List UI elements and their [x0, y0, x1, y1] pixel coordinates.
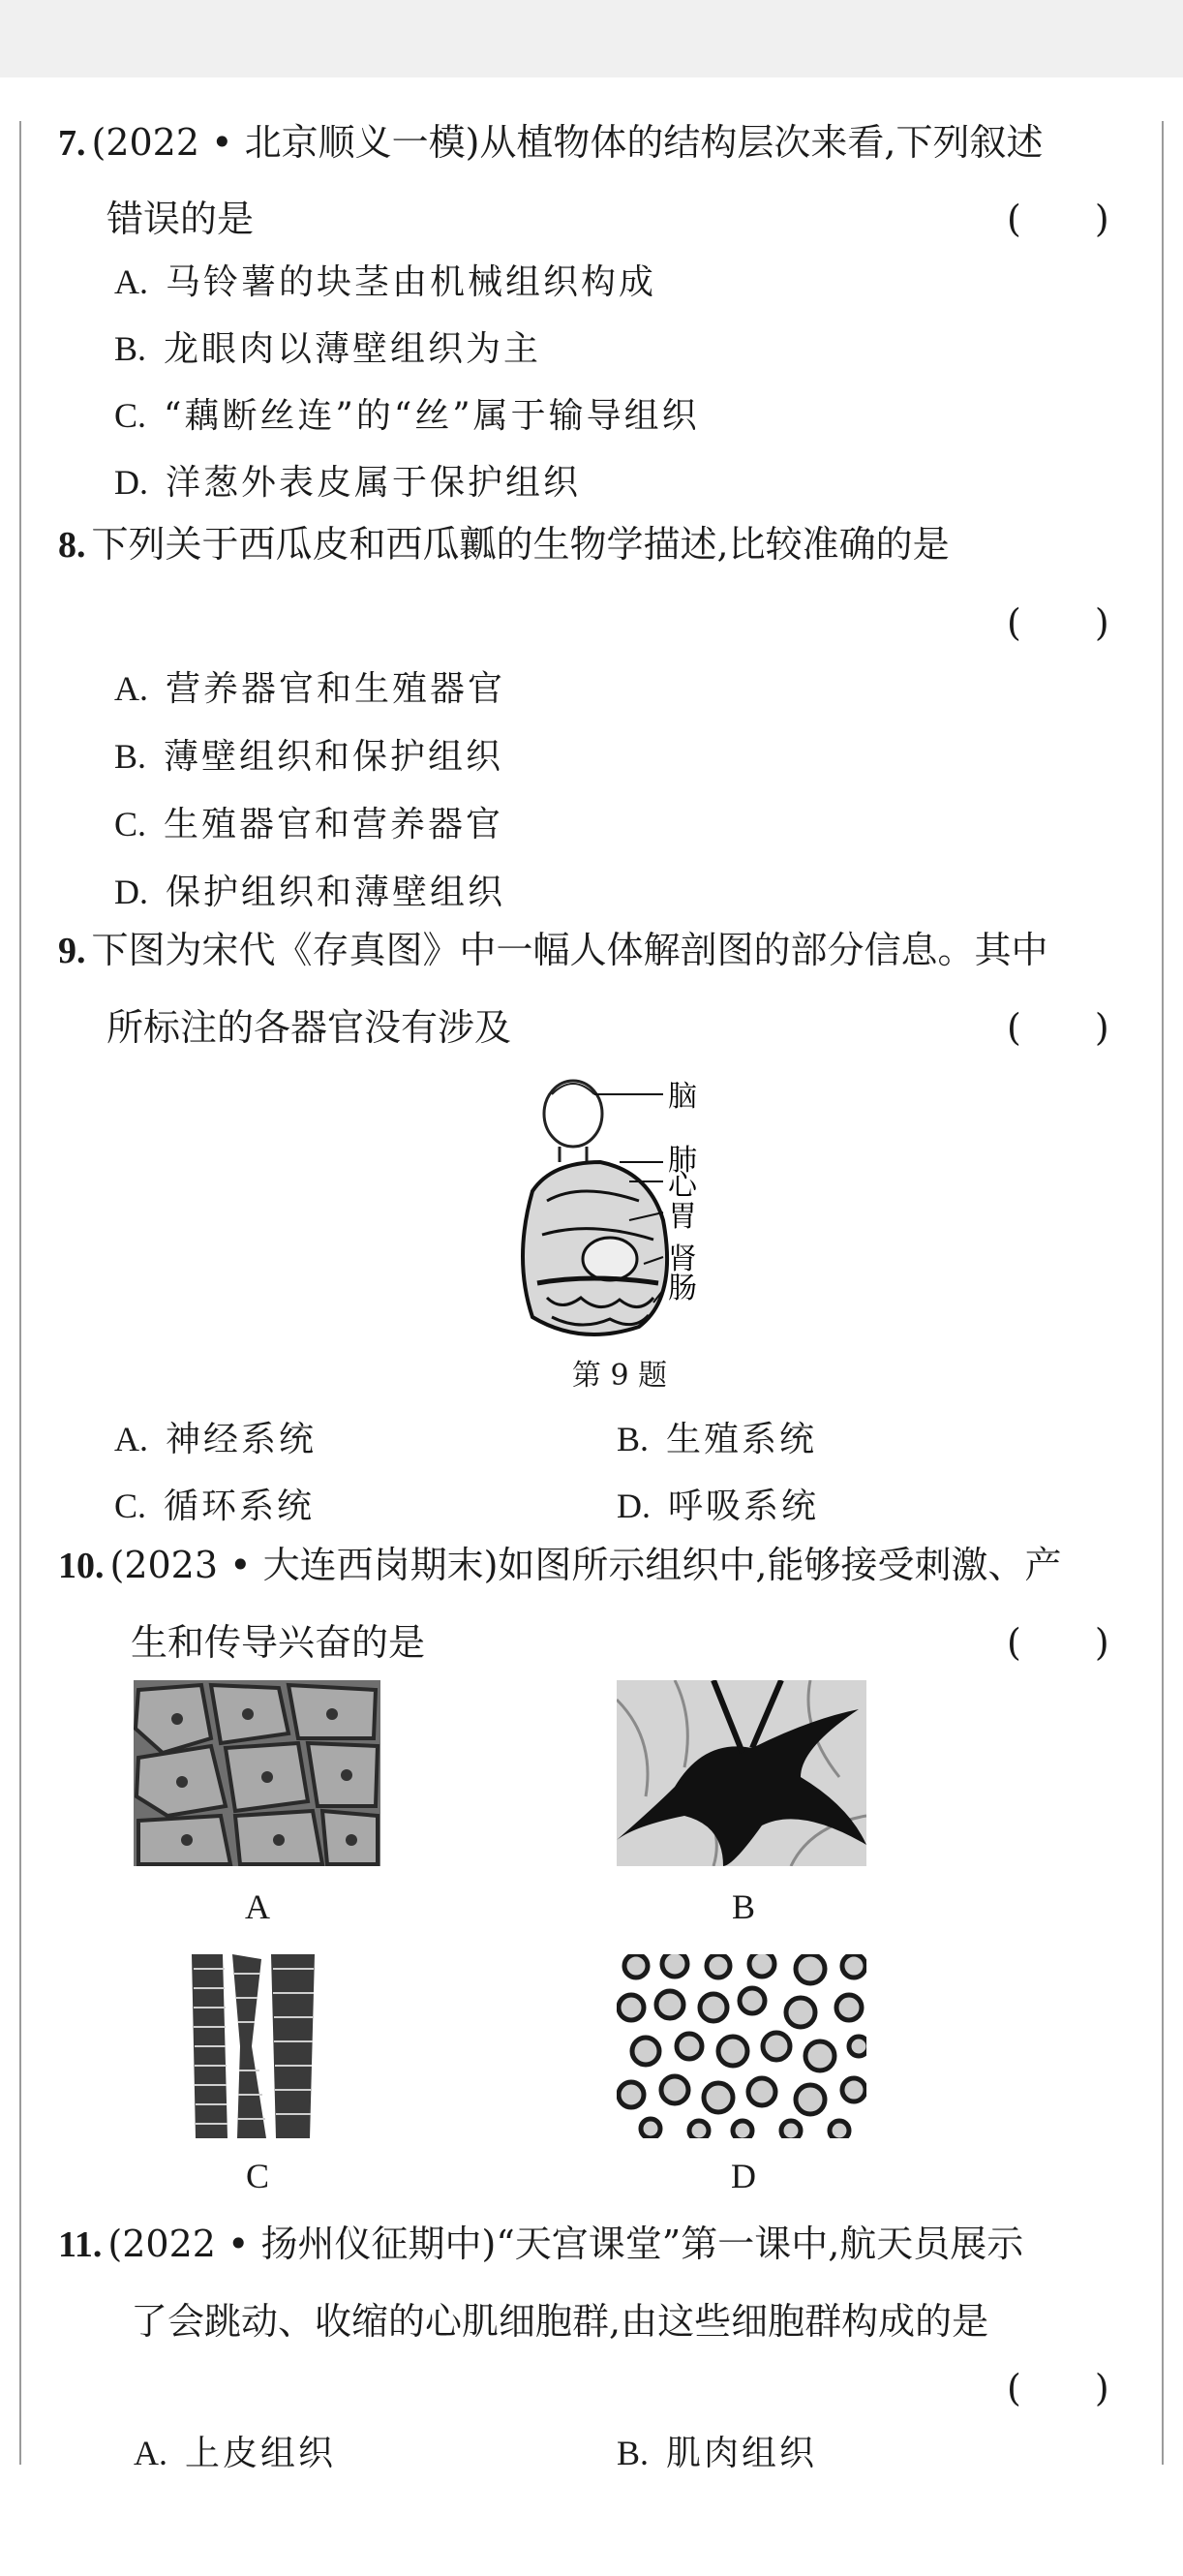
question-text: (2023 • 大连西岗期末)如图所示组织中,能够接受刺激、产	[109, 1544, 1062, 1586]
option-a[interactable]	[114, 1412, 317, 1461]
question-number: 8.	[58, 525, 86, 566]
question-text: 下图为宋代《存真图》中一幅人体解剖图的部分信息。其中	[91, 929, 1048, 971]
figure-caption: 第 9 题	[571, 1359, 668, 1393]
option-d[interactable]	[114, 455, 581, 505]
image-label-d: D	[731, 2157, 756, 2195]
option-text: 循环系统	[164, 1487, 316, 1526]
question-11-stem-line2: 了会跳动、收缩的心肌细胞群,由这些细胞群构成的是	[131, 2300, 989, 2343]
answer-blank[interactable]: ( )	[1007, 1621, 1109, 1664]
question-text: 下列关于西瓜皮和西瓜瓤的生物学描述,比较准确的是	[91, 523, 950, 566]
option-letter: B.	[114, 329, 147, 368]
answer-blank[interactable]: ( )	[1007, 601, 1109, 644]
label-stomach: 胃	[668, 1200, 697, 1234]
option-letter: A.	[114, 262, 148, 301]
option-text: 洋葱外表皮属于保护组织	[166, 463, 582, 503]
anatomy-figure	[494, 1065, 745, 1346]
option-b[interactable]	[617, 1412, 817, 1461]
label-heart: 心	[668, 1169, 697, 1203]
option-b[interactable]	[617, 2426, 817, 2475]
question-text: (2022 • 北京顺义一模)从植物体的结构层次来看,下列叙述	[91, 121, 1044, 164]
option-letter: B.	[617, 2434, 650, 2472]
option-a[interactable]	[114, 661, 505, 711]
option-c[interactable]	[114, 797, 503, 846]
option-text: 薄壁组织和保护组织	[164, 737, 504, 777]
option-a[interactable]	[114, 255, 656, 304]
image-label-a: A	[245, 1887, 270, 1926]
option-letter: A.	[114, 1420, 148, 1458]
image-c-tissue[interactable]	[184, 1954, 324, 2138]
label-lung: 肺	[668, 1144, 697, 1178]
option-a[interactable]	[134, 2426, 336, 2475]
question-10-stem-line2: 生和传导兴奋的是	[131, 1621, 426, 1664]
question-8-stem	[58, 523, 950, 566]
option-letter: C.	[114, 1487, 147, 1525]
option-text: 马铃薯的块茎由机械组织构成	[166, 262, 657, 302]
option-b[interactable]	[114, 322, 541, 371]
option-letter: D.	[114, 463, 148, 502]
option-text: 营养器官和生殖器官	[166, 669, 506, 709]
right-border-line	[1162, 121, 1164, 2465]
image-a-tissue[interactable]	[134, 1680, 380, 1866]
question-7-stem	[58, 121, 1044, 164]
question-9-stem	[58, 929, 1048, 971]
left-border-line	[19, 121, 21, 2465]
question-number: 10.	[58, 1546, 105, 1586]
option-letter: D.	[114, 873, 148, 911]
option-letter: C.	[114, 805, 147, 843]
option-d[interactable]	[114, 865, 505, 914]
option-c[interactable]	[114, 1479, 315, 1528]
option-c[interactable]	[114, 388, 700, 438]
question-number: 7.	[58, 123, 86, 164]
option-text: 上皮组织	[185, 2434, 337, 2473]
image-label-b: B	[731, 1887, 755, 1926]
option-letter: B.	[114, 737, 147, 776]
question-number: 11.	[58, 2224, 103, 2265]
option-text: 肌肉组织	[666, 2434, 818, 2473]
top-margin-band	[0, 0, 1183, 77]
option-letter: C.	[114, 396, 147, 435]
question-7-stem-line2: 错误的是	[106, 198, 255, 240]
option-b[interactable]	[114, 729, 503, 779]
image-label-c: C	[245, 2157, 269, 2195]
question-9-stem-line2: 所标注的各器官没有涉及	[106, 1006, 512, 1049]
answer-blank[interactable]: ( )	[1007, 198, 1109, 240]
option-text: 保护组织和薄壁组织	[166, 873, 506, 912]
option-letter: A.	[114, 669, 148, 708]
question-number: 9.	[58, 931, 86, 971]
question-11-stem	[58, 2225, 1023, 2263]
option-text: 生殖器官和营养器官	[164, 805, 504, 844]
image-d-tissue[interactable]	[617, 1954, 866, 2138]
option-text: 神经系统	[166, 1420, 318, 1459]
question-10-stem	[58, 1544, 1062, 1586]
option-d[interactable]	[617, 1479, 819, 1528]
option-text: 龙眼肉以薄壁组织为主	[164, 329, 542, 369]
question-text: (2022 • 扬州仪征期中)“天宫课堂”第一课中,航天员展示	[107, 2223, 1024, 2265]
answer-blank[interactable]: ( )	[1007, 1006, 1109, 1049]
label-kidney: 肾	[668, 1242, 697, 1276]
image-b-tissue[interactable]	[617, 1680, 866, 1866]
option-letter: D.	[617, 1487, 651, 1525]
label-intestine: 肠	[668, 1272, 697, 1305]
option-text: 呼吸系统	[668, 1487, 820, 1526]
answer-blank[interactable]: ( )	[1007, 2367, 1109, 2409]
option-text: “藕断丝连”的“丝”属于输导组织	[164, 396, 700, 436]
option-text: 生殖系统	[666, 1420, 818, 1459]
option-letter: A.	[134, 2434, 167, 2472]
label-brain: 脑	[668, 1080, 697, 1114]
option-letter: B.	[617, 1420, 650, 1458]
